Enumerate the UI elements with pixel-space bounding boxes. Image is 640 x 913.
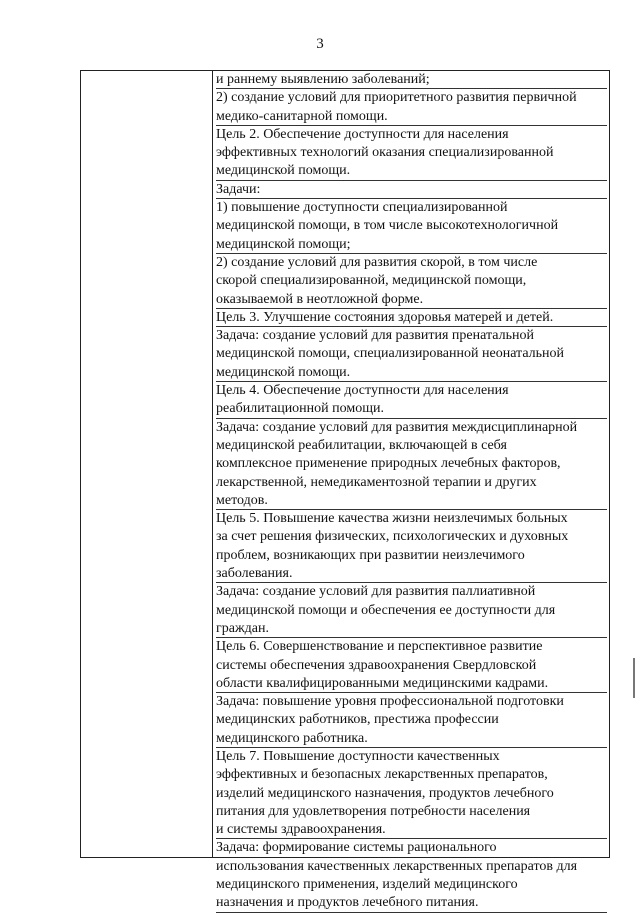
text-line: медицинской помощи и обеспечения ее доступности для xyxy=(216,602,556,618)
text-line: 2) создание условий для приоритетного развития первичной xyxy=(216,90,577,106)
text-line: Цель 5. Повышение качества жизни неизлечимых больных xyxy=(216,511,568,527)
text-line: Цель 6. Совершенствование и перспективное развитие xyxy=(216,639,543,655)
text-line: проблем, возникающих при развитии неизлечимого xyxy=(216,547,525,563)
text-line: Цель 2. Обеспечение доступности для населения xyxy=(216,126,509,142)
text-line: эффективных технологий оказания специализированной xyxy=(216,145,554,161)
text-line: медико-санитарной помощи. xyxy=(216,108,607,126)
text-line: медицинской помощи. xyxy=(216,364,607,382)
text-line: Задача: создание условий для развития междисциплинарной xyxy=(216,419,578,435)
text-line: и раннему выявлению заболеваний; xyxy=(216,71,607,89)
text-line: Задачи: xyxy=(216,181,607,199)
text-line: лекарственной, немедикаментозной терапии и других xyxy=(216,474,537,490)
text-line: 1) повышение доступности специализированной xyxy=(216,200,508,216)
text-line: эффективных и безопасных лекарственных препаратов, xyxy=(216,767,548,783)
content-table xyxy=(80,70,610,911)
text-line: питания для удовлетворения потребности населения xyxy=(216,803,531,819)
text-line: Цель 7. Повышение доступности качественных xyxy=(216,748,500,764)
text-line: изделий медицинского назначения, продуктов лечебного xyxy=(216,785,554,801)
text-line: медицинского работника. xyxy=(216,730,607,748)
text-line: методов. xyxy=(216,492,607,510)
text-line: реабилитационной помощи. xyxy=(216,400,607,418)
text-line: медицинской помощи. xyxy=(216,162,607,180)
text-line: медицинской реабилитации, включающей в себя xyxy=(216,437,507,453)
page-number: 3 xyxy=(316,36,324,52)
margin-scan-mark xyxy=(633,658,638,698)
text-line: медицинской помощи; xyxy=(216,236,607,254)
text-line: Задача: создание условий для развития пренатальной xyxy=(216,328,534,344)
text-line: граждан. xyxy=(216,620,607,638)
text-line: системы обеспечения здравоохранения Свердловской xyxy=(216,657,537,673)
text-line: Цель 3. Улучшение состояния здоровья матерей и детей. xyxy=(216,309,607,327)
text-line: медицинских работников, престижа профессии xyxy=(216,712,499,728)
text-line: Задача: формирование системы рационального xyxy=(216,840,497,856)
text-line: назначения и продуктов лечебного питания. xyxy=(216,894,607,912)
text-line: комплексное применение природных лечебных факторов, xyxy=(216,456,561,472)
text-line: оказываемой в неотложной форме. xyxy=(216,291,607,309)
text-line: медицинской помощи, в том числе высокотехнологичной xyxy=(216,218,559,234)
text-line: 2) создание условий для развития скорой, в том числе xyxy=(216,254,538,270)
text-line: заболевания. xyxy=(216,565,607,583)
text-line: Задача: повышение уровня профессиональной подготовки xyxy=(216,694,564,710)
text-line: области квалифицированными медицинскими кадрами. xyxy=(216,675,607,693)
text-line: использования качественных лекарственных препаратов для xyxy=(216,858,578,874)
text-line: Цель 4. Обеспечение доступности для населения xyxy=(216,383,509,399)
text-line: медицинского применения, изделий медицинского xyxy=(216,877,518,893)
text-line: скорой специализированной, медицинской помощи, xyxy=(216,273,527,289)
text-line: и системы здравоохранения. xyxy=(216,821,607,839)
table-right-cell xyxy=(214,71,609,911)
text-line: за счет решения физических, психологических и духовных xyxy=(216,529,569,545)
table-left-cell xyxy=(81,71,213,857)
text-line: медицинской помощи, специализированной неонатальной xyxy=(216,346,565,362)
text-line: Задача: создание условий для развития паллиативной xyxy=(216,584,536,600)
